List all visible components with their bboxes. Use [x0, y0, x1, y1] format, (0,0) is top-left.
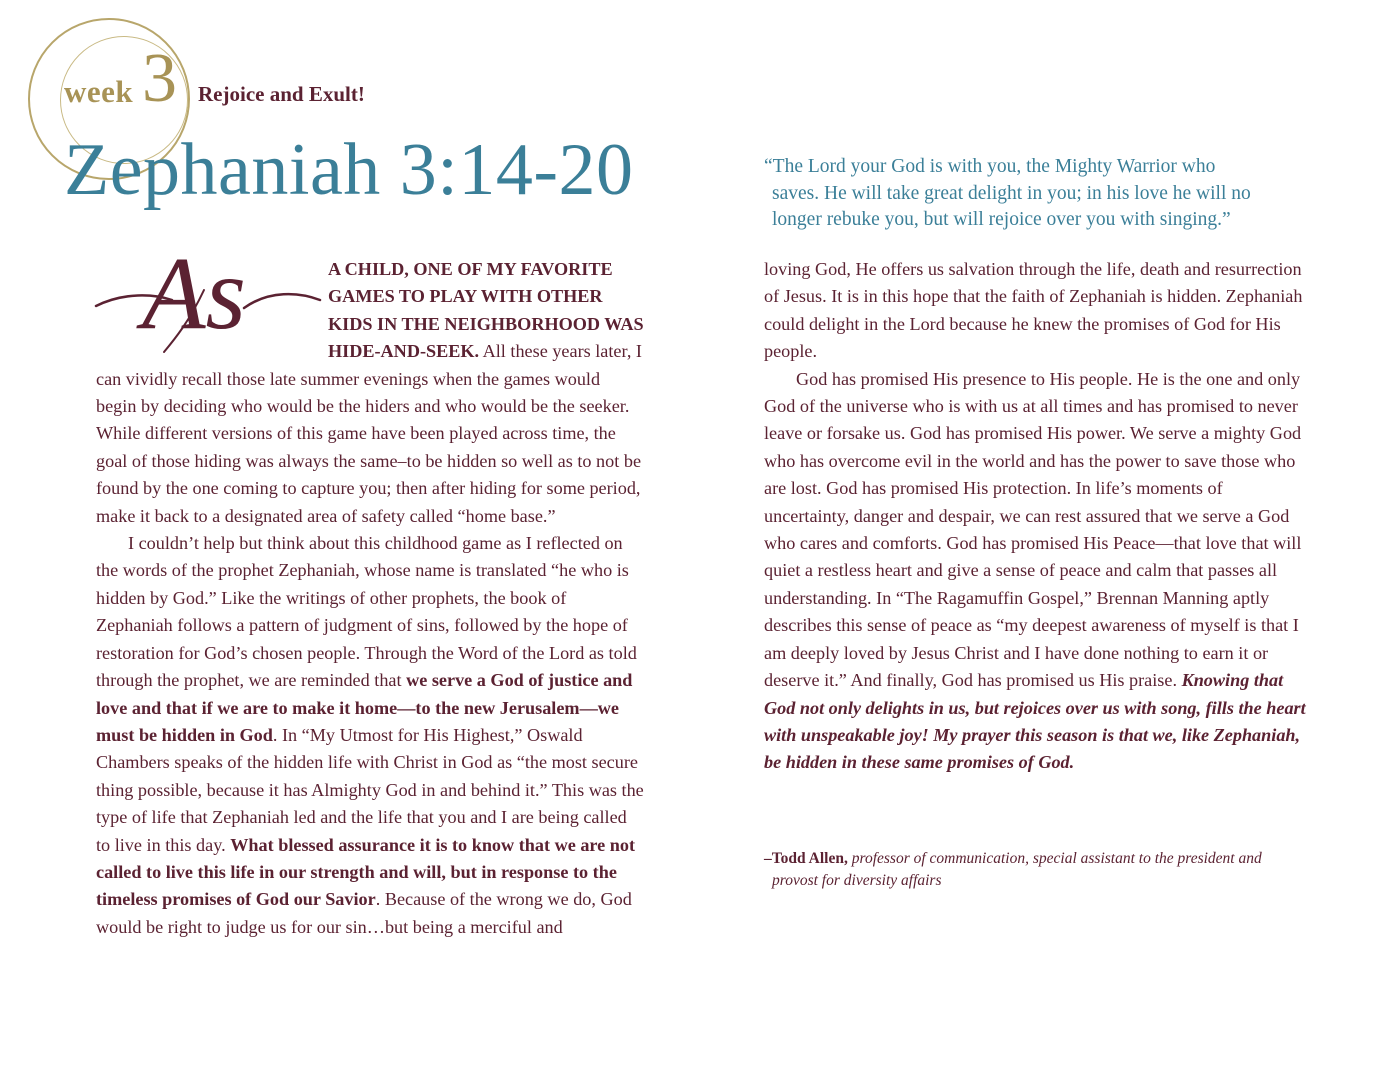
author-role: professor of communication, special assistant to the president and — [847, 850, 1262, 867]
section-subtitle: Rejoice and Exult! — [198, 82, 365, 106]
paragraph — [96, 530, 644, 941]
body-text: . Because of the wrong we do, God would be right to judge us for our sin…but being a merciful and — [96, 889, 632, 937]
left-column — [96, 236, 644, 941]
body-text: God has promised His presence to His people. He is the one and only God of the universe who is with us at all times and has promised to never leave or forsake us. God has promised His power. We serve a mighty God who has overcome evil in the world and has the power to save those who are lost. God has promised His protection. In life’s moments of uncertainty, danger and despair, we can rest assured that we serve a God who cares and comforts. God has promised His Peace—that love that will quiet a restless heart and give a sense of peace and calm that passes all understanding. In “The Ragamuffin Gospel,” Brennan Manning aptly describes this sense of peace as “my deepest awareness of myself is that I am deeply loved by Jesus Christ and I have done nothing to earn it or deserve it.” And finally, God has promised us His praise. — [764, 368, 1302, 691]
paragraph — [96, 236, 644, 530]
page-title: Zephaniah 3:14-20 — [64, 129, 634, 211]
quote-line: “The Lord your God is with you, the Mighty Warrior who — [764, 156, 1216, 177]
author-role: provost for diversity affairs — [772, 872, 942, 889]
week-number: 3 — [142, 40, 177, 117]
paragraph — [764, 366, 1309, 777]
body-text: . — [1069, 752, 1075, 773]
author-attribution — [764, 848, 1324, 892]
body-text: I couldn’t help but think about this childhood game as I reflected on the words of the prophet Zephaniah, whose name is translated “he who is hidden by God.” Like the writings of other prophets, the book of Zephaniah follows a pattern of judgment of sins, followed by the hope of restoration for God’s chosen people. Through the Word of the Lord as told through the prophet, we are reminded that — [96, 533, 637, 691]
emphasis-text: we serve a God of justice and love and that if we are to make it home—to the new Jerusalem—we must be hidden in God — [96, 670, 633, 745]
emphasis-text: What blessed assurance it is to know that we are not called to live this life in our strength and will, but in response to the timeless promises of God our Savior — [96, 834, 636, 910]
quote-line: saves. He will take great delight in you; in his love he will no — [772, 182, 1251, 204]
scripture-quote — [764, 154, 1324, 234]
drop-cap: As — [142, 236, 246, 351]
paragraph: loving God, He offers us salvation through the life, death and resurrection of Jesus. It is in this hope that the faith of Zephaniah is hidden. Zephaniah could delight in the Lord because he knew the promises of God for His people. — [764, 259, 1303, 362]
quote-line: longer rebuke you, but will rejoice over you with singing.” — [772, 209, 1231, 231]
right-column — [764, 256, 1309, 777]
drop-cap-block — [96, 236, 328, 351]
author-name: –Todd Allen, — [764, 850, 848, 867]
body-text: All these years later, I can vividly recall those late summer evenings when the games would begin by deciding who would be the hiders and who would be the seeker. While different versions of this game have been played across time, the goal of those hiding was always the same–to be hidden so well as to not be found by the one coming to capture you; then after hiding for some period, make it back to a designated area of safety called “home base.” — [96, 341, 642, 526]
body-text: . In “My Utmost for His Highest,” Oswald Chambers speaks of the hidden life with Christ in God as “the most secure thing possible, because it has Almighty God in and behind it.” This was the type of life that Zephaniah led and the life that you and I are being called to live in this day. — [96, 724, 644, 855]
emphasis-text: Knowing that God not only delights in us, but rejoices over us with song, fills the heart with unspeakable joy! My prayer this season is that we, like Zephaniah, be hidden in these same promises of God — [764, 670, 1306, 773]
lead-in-caps: A CHILD, ONE OF MY FAVORITE GAMES TO PLAY WITH OTHER KIDS IN THE NEIGHBORHOOD WAS HIDE-AND-SEEK. — [328, 259, 644, 362]
week-label: week — [64, 74, 134, 109]
